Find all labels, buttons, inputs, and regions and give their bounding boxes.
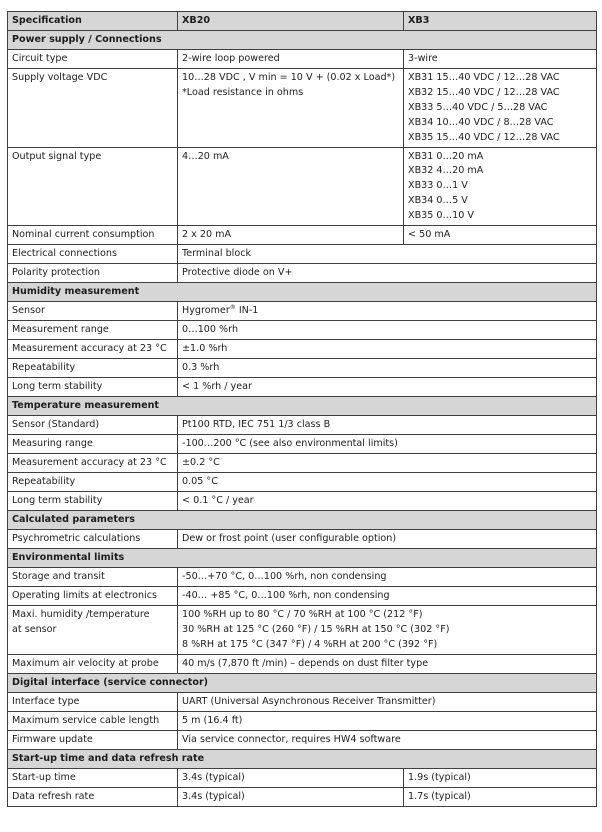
section-digital-interface (8, 673, 597, 692)
shared-value: 0.3 %rh (178, 359, 597, 378)
table-row (8, 606, 597, 655)
table-row (8, 302, 597, 321)
table-row (8, 226, 597, 245)
xb3-value: < 50 mA (404, 226, 597, 245)
row-label: Supply voltage VDC (8, 69, 178, 148)
xb3-value (404, 69, 597, 148)
row-label: Firmware update (8, 730, 178, 749)
row-label: Polarity protection (8, 264, 178, 283)
shared-value: -50…+70 °C, 0…100 %rh, non condensing (178, 568, 597, 587)
section-title: Power supply / Connections (8, 31, 597, 50)
xb3-value: 1.7s (typical) (404, 787, 597, 806)
value-line: 10…28 VDC , V min = 10 V + (0.02 x Load*) (182, 72, 396, 83)
table-row (8, 245, 597, 264)
row-label: Operating limits at electronics (8, 587, 178, 606)
shared-value: -100…200 °C (see also environmental limits) (178, 435, 597, 454)
row-label: Nominal current consumption (8, 226, 178, 245)
row-label: Maximum air velocity at probe (8, 654, 178, 673)
table-row (8, 730, 597, 749)
section-title: Calculated parameters (8, 511, 597, 530)
section-power-supply (8, 31, 597, 50)
table-row (8, 340, 597, 359)
shared-value: UART (Universal Asynchronous Receiver Transmitter) (178, 692, 597, 711)
label-line: at sensor (12, 623, 57, 635)
shared-value: 0.05 °C (178, 473, 597, 492)
label-line: Maxi. humidity /temperature (12, 609, 150, 621)
table-row (8, 416, 597, 435)
shared-value: -40… +85 °C, 0…100 %rh, non condensing (178, 587, 597, 606)
value-line: XB34 10…40 VDC / 8…28 VAC (408, 116, 554, 128)
table-row (8, 654, 597, 673)
section-temperature (8, 397, 597, 416)
shared-value: < 1 %rh / year (178, 378, 597, 397)
shared-value: Dew or frost point (user configurable option) (178, 530, 597, 549)
table-row (8, 435, 597, 454)
section-humidity (8, 283, 597, 302)
row-label: Measuring range (8, 435, 178, 454)
xb20-value: 4…20 mA (178, 147, 404, 226)
row-label: Start-up time (8, 768, 178, 787)
table-row (8, 473, 597, 492)
row-label: Output signal type (8, 147, 178, 226)
section-title: Temperature measurement (8, 397, 597, 416)
value-line: XB35 0…10 V (408, 210, 474, 222)
xb20-value: 2-wire loop powered (178, 50, 404, 69)
table-row (8, 711, 597, 730)
value-line: XB35 15…40 VDC / 12…28 VAC (408, 131, 560, 143)
table-header-row (8, 12, 597, 31)
xb20-value (178, 69, 404, 148)
table-row (8, 787, 597, 806)
xb20-value: 3.4s (typical) (178, 768, 404, 787)
specification-table (7, 11, 597, 807)
row-label: Sensor (Standard) (8, 416, 178, 435)
value-line: XB32 15…40 VDC / 12…28 VAC (408, 86, 560, 98)
shared-value: ±1.0 %rh (178, 340, 597, 359)
value-line: XB31 15…40 VDC / 12…28 VAC (408, 72, 560, 83)
xb3-value (404, 147, 597, 226)
table-row (8, 264, 597, 283)
table-row (8, 587, 597, 606)
row-label: Sensor (8, 302, 178, 321)
row-label: Repeatability (8, 473, 178, 492)
shared-value: Terminal block (178, 245, 597, 264)
table-row (8, 378, 597, 397)
value-line: 30 %RH at 125 °C (260 °F) / 15 %RH at 150 °C (302 °F) (182, 623, 450, 635)
row-label: Long term stability (8, 492, 178, 511)
value-line: XB34 0…5 V (408, 195, 468, 207)
row-label: Maximum service cable length (8, 711, 178, 730)
table-row (8, 768, 597, 787)
value-line: XB33 0…1 V (408, 180, 468, 192)
value-line: 8 %RH at 175 °C (347 °F) / 4 %RH at 200 °C (392 °F) (182, 638, 438, 650)
row-label: Circuit type (8, 50, 178, 69)
row-label: Interface type (8, 692, 178, 711)
row-label: Measurement accuracy at 23 °C (8, 454, 178, 473)
shared-value: 40 m/s (7,870 ft /min) – depends on dust filter type (178, 654, 597, 673)
shared-value (178, 606, 597, 655)
table-row (8, 147, 597, 226)
xb20-value: 2 x 20 mA (178, 226, 404, 245)
table-row (8, 492, 597, 511)
section-startup (8, 749, 597, 768)
header-xb20: XB20 (178, 12, 404, 31)
xb3-value: 1.9s (typical) (404, 768, 597, 787)
section-title: Digital interface (service connector) (8, 673, 597, 692)
value-line: XB31 0…20 mA (408, 150, 484, 162)
table-row (8, 50, 597, 69)
row-label: Measurement accuracy at 23 °C (8, 340, 178, 359)
table-row (8, 692, 597, 711)
xb3-value: 3-wire (404, 50, 597, 69)
value-line: XB33 5…40 VDC / 5…28 VAC (408, 101, 548, 113)
section-title: Start-up time and data refresh rate (8, 749, 597, 768)
row-label (8, 606, 178, 655)
value-line: 100 %RH up to 80 °C / 70 %RH at 100 °C (212 °F) (182, 609, 423, 621)
row-label: Psychrometric calculations (8, 530, 178, 549)
sensor-name: Hygromer (182, 305, 230, 317)
row-label: Long term stability (8, 378, 178, 397)
registered-mark: ® (229, 303, 236, 311)
shared-value: 0…100 %rh (178, 321, 597, 340)
shared-value: Protective diode on V+ (178, 264, 597, 283)
value-line: *Load resistance in ohms (182, 86, 304, 98)
spec-table-container (7, 11, 596, 807)
xb20-value: 3.4s (typical) (178, 787, 404, 806)
row-label: Storage and transit (8, 568, 178, 587)
row-label: Measurement range (8, 321, 178, 340)
table-row (8, 454, 597, 473)
header-xb3: XB3 (404, 12, 597, 31)
row-label: Repeatability (8, 359, 178, 378)
section-calculated-parameters (8, 511, 597, 530)
table-row (8, 359, 597, 378)
shared-value: Via service connector, requires HW4 software (178, 730, 597, 749)
value-line: XB32 4…20 mA (408, 165, 484, 177)
table-row (8, 321, 597, 340)
section-title: Environmental limits (8, 549, 597, 568)
shared-value: 5 m (16.4 ft) (178, 711, 597, 730)
shared-value: < 0.1 °C / year (178, 492, 597, 511)
shared-value: ±0.2 °C (178, 454, 597, 473)
section-title: Humidity measurement (8, 283, 597, 302)
header-specification: Specification (8, 12, 178, 31)
sensor-model: IN-1 (235, 305, 259, 317)
table-row (8, 530, 597, 549)
table-row (8, 69, 597, 148)
shared-value: Pt100 RTD, IEC 751 1/3 class B (178, 416, 597, 435)
row-label: Electrical connections (8, 245, 178, 264)
section-environmental-limits (8, 549, 597, 568)
shared-value (178, 302, 597, 321)
table-row (8, 568, 597, 587)
row-label: Data refresh rate (8, 787, 178, 806)
